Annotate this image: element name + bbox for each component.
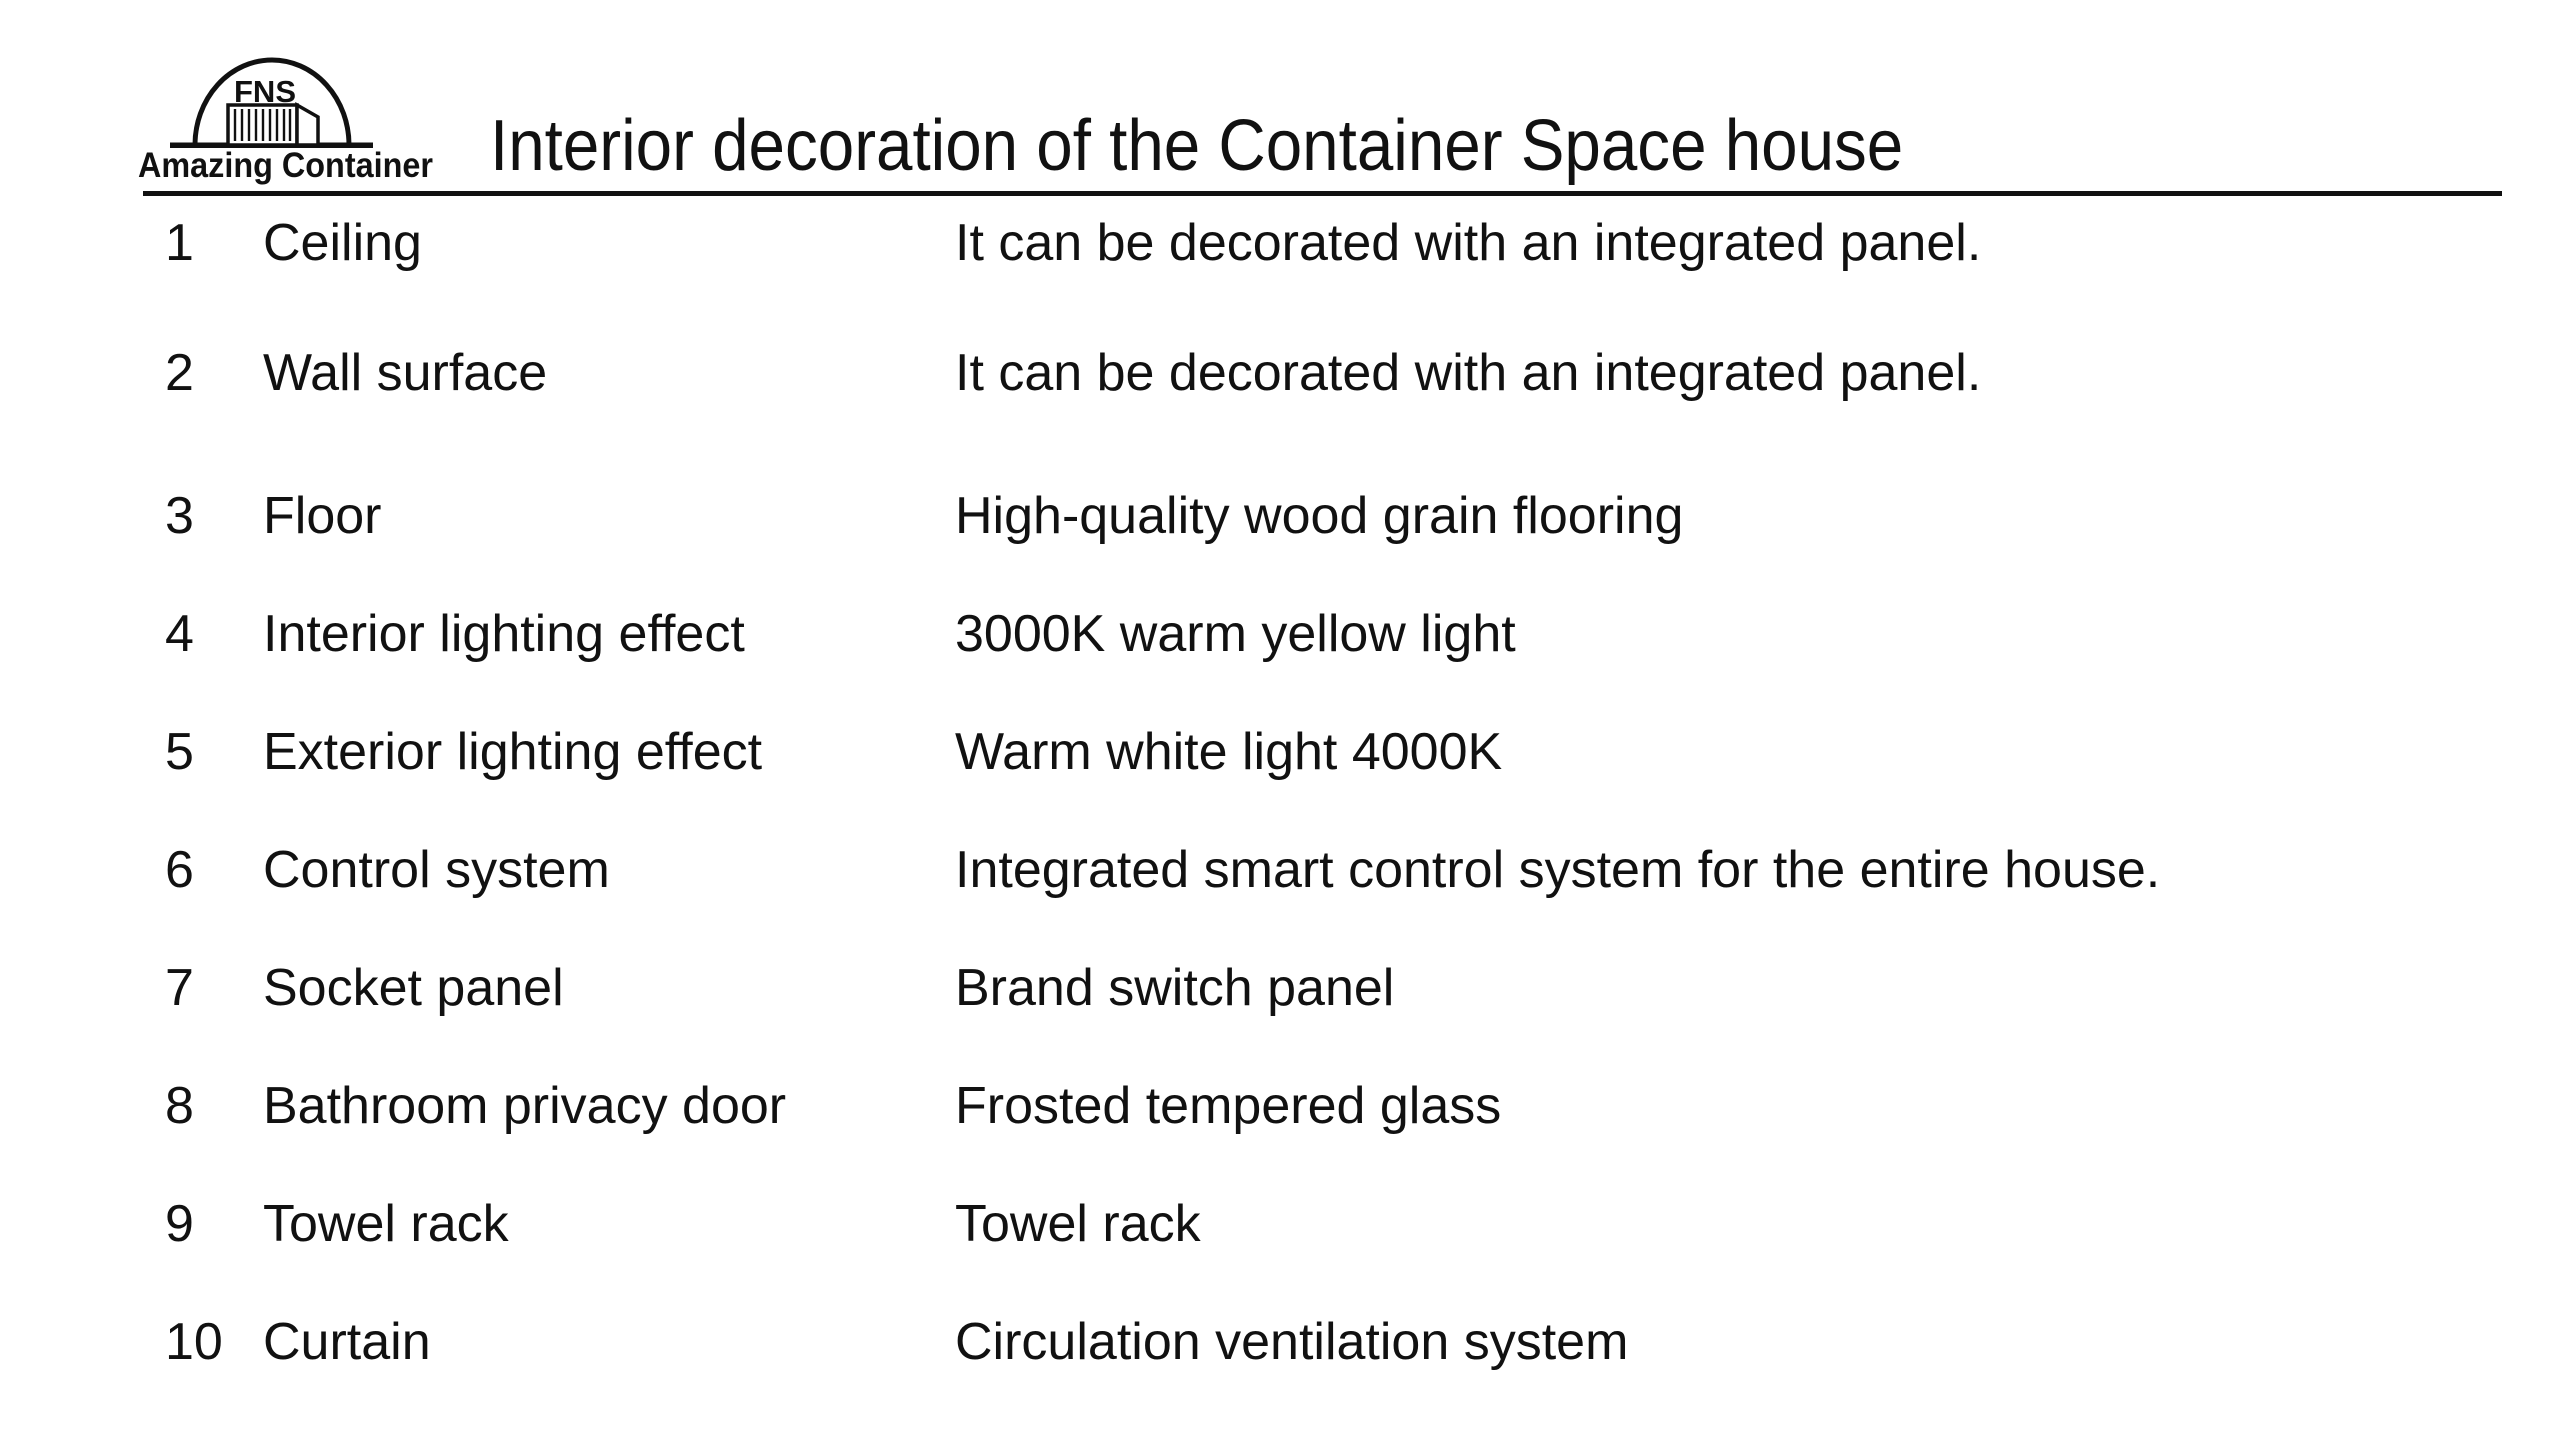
table-row <box>165 606 2520 662</box>
table-row <box>165 1078 2520 1134</box>
row-description: Integrated smart control system for the entire house. <box>955 841 2161 899</box>
table-row <box>165 215 2520 271</box>
spec-table <box>165 215 2520 1432</box>
row-item-label: Floor <box>263 487 382 545</box>
row-item-label: Curtain <box>263 1313 431 1371</box>
brand-logo <box>130 55 440 185</box>
row-description: Circulation ventilation system <box>955 1313 1629 1371</box>
row-item-label: Wall surface <box>263 344 548 402</box>
logo-brand-text: FNS <box>234 74 296 109</box>
table-row <box>165 724 2520 780</box>
row-description: Warm white light 4000K <box>955 723 1503 781</box>
row-description: It can be decorated with an integrated panel. <box>955 344 1982 402</box>
row-number: 4 <box>165 605 194 663</box>
logo-container-side-shape <box>297 105 318 145</box>
row-number: 8 <box>165 1077 194 1135</box>
row-item-label: Exterior lighting effect <box>263 723 763 781</box>
row-number: 6 <box>165 841 194 899</box>
row-description: Frosted tempered glass <box>955 1077 1502 1135</box>
row-description: High-quality wood grain flooring <box>955 487 1684 545</box>
table-row <box>165 1314 2520 1370</box>
row-item-label: Socket panel <box>263 959 564 1017</box>
table-row <box>165 488 2520 544</box>
row-description: Towel rack <box>955 1195 1201 1253</box>
row-number: 1 <box>165 214 194 272</box>
table-row <box>165 345 2520 401</box>
row-number: 10 <box>165 1313 223 1371</box>
logo-tagline-text: Amazing Container <box>138 146 434 185</box>
container-arch-logo-icon <box>130 55 440 185</box>
row-item-label: Ceiling <box>263 214 422 272</box>
table-row <box>165 842 2520 898</box>
row-description: 3000K warm yellow light <box>955 605 1516 663</box>
row-item-label: Control system <box>263 841 610 899</box>
row-number: 9 <box>165 1195 194 1253</box>
table-row <box>165 1196 2520 1252</box>
row-number: 5 <box>165 723 194 781</box>
row-description: It can be decorated with an integrated panel. <box>955 214 1982 272</box>
row-number: 7 <box>165 959 194 1017</box>
page-title: Interior decoration of the Container Space house <box>490 106 1904 186</box>
row-description: Brand switch panel <box>955 959 1395 1017</box>
table-row <box>165 960 2520 1016</box>
row-item-label: Towel rack <box>263 1195 509 1253</box>
row-number: 3 <box>165 487 194 545</box>
row-number: 2 <box>165 344 194 402</box>
header-divider <box>143 191 2502 196</box>
row-item-label: Interior lighting effect <box>263 605 745 663</box>
row-item-label: Bathroom privacy door <box>263 1077 787 1135</box>
